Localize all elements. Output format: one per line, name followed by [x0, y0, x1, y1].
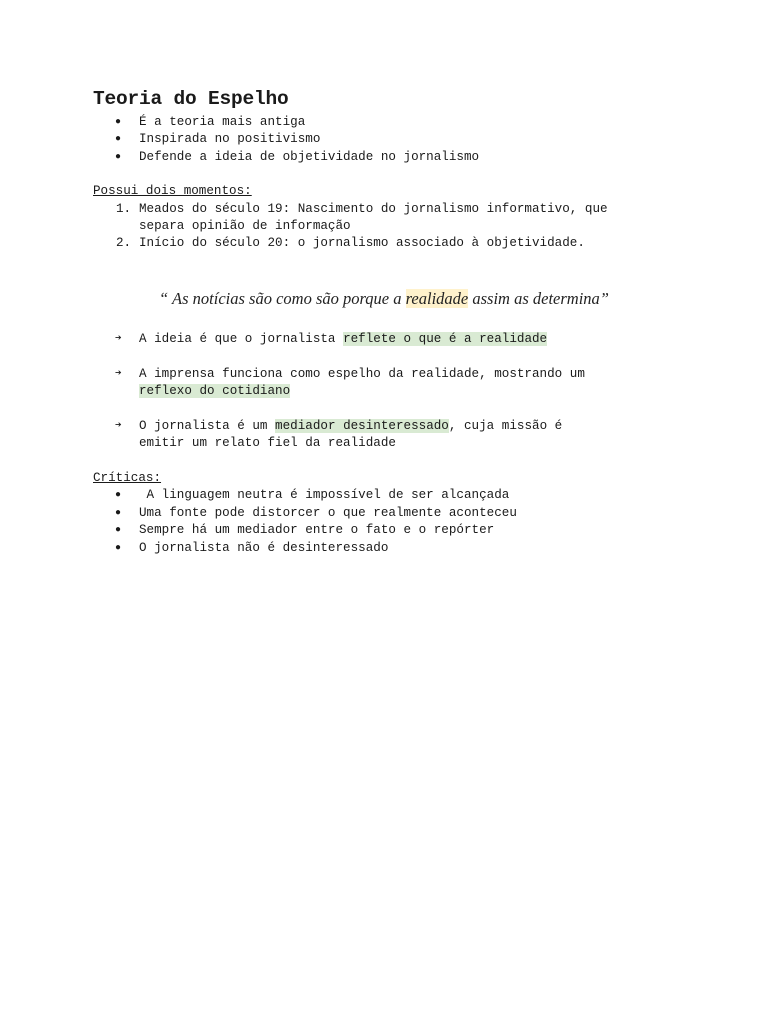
- highlighted-phrase: mediador desinteressado: [275, 419, 449, 433]
- highlighted-phrase: reflexo do cotidiano: [139, 384, 291, 398]
- bullet-dot: ●: [115, 508, 122, 519]
- arrow-right-icon: ➔: [115, 420, 122, 432]
- list-number: 1.: [116, 202, 132, 216]
- critica-text: A linguagem neutra é impossível de ser alcançada: [139, 488, 510, 502]
- quote-highlight: realidade: [405, 289, 469, 308]
- list-number: 2.: [116, 236, 132, 250]
- arrow-point-text: O jornalista é um mediador desinteressado, cuja missão é: [139, 419, 563, 433]
- bullet-dot: ●: [115, 543, 122, 554]
- bullet-dot: ●: [115, 152, 122, 163]
- critica-text: Sempre há um mediador entre o fato e o repórter: [139, 523, 495, 537]
- arrow-right-icon: ➔: [115, 368, 122, 380]
- bullet-dot: ●: [115, 490, 122, 501]
- highlighted-phrase: reflete o que é a realidade: [343, 332, 548, 346]
- intro-bullet-text: Defende a ideia de objetividade no jornalismo: [139, 150, 480, 164]
- moment-text: Meados do século 19: Nascimento do jornalismo informativo, que: [139, 202, 608, 216]
- arrow-right-icon: ➔: [115, 333, 122, 345]
- arrow-point-text: A imprensa funciona como espelho da realidade, mostrando um: [139, 367, 585, 381]
- bullet-dot: ●: [115, 134, 122, 145]
- arrow-point-text: A ideia é que o jornalista reflete o que é a realidade: [139, 332, 548, 346]
- moment-text: Início do século 20: o jornalismo associado à objetividade.: [139, 236, 585, 250]
- moment-text: separa opinião de informação: [139, 219, 351, 233]
- bullet-dot: ●: [115, 525, 122, 536]
- arrow-point-text: [139, 383, 290, 400]
- critica-text: Uma fonte pode distorcer o que realmente aconteceu: [139, 506, 517, 520]
- bullet-dot: ●: [115, 117, 122, 128]
- quote-text: assim as determina”: [468, 289, 609, 308]
- critica-text: O jornalista não é desinteressado: [139, 541, 389, 555]
- quote-text: “ As notícias são como são porque a: [159, 289, 406, 308]
- intro-bullet-text: Inspirada no positivismo: [139, 132, 321, 146]
- document-title: Teoria do Espelho: [93, 88, 289, 110]
- criticas-heading: Críticas:: [93, 471, 162, 485]
- moments-heading: Possui dois momentos:: [93, 184, 252, 198]
- arrow-point-text: emitir um relato fiel da realidade: [139, 436, 396, 450]
- intro-bullet-text: É a teoria mais antiga: [139, 115, 306, 129]
- highlighted-quote: [0, 289, 768, 309]
